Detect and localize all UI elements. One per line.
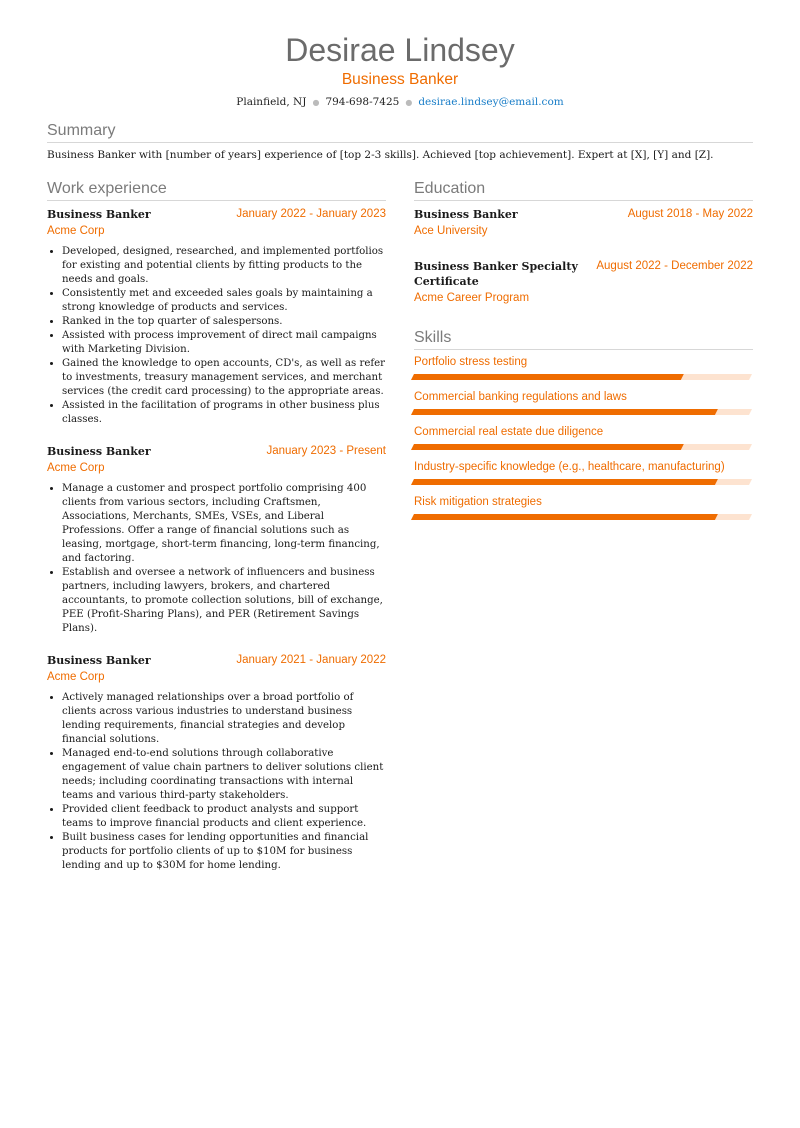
summary-title: Summary bbox=[47, 121, 753, 143]
separator-dot-icon: ● bbox=[405, 98, 413, 107]
job-bullet: • Managed end-to-end solutions through collaborative engagement of value chain partners to deliver solutions client needs; including coordinating transactions with internal teams and various third-party stakeholders. bbox=[62, 747, 386, 803]
job-dates: January 2022 - January 2023 bbox=[236, 208, 386, 220]
job-bullet: • Ranked in the top quarter of salespersons. bbox=[62, 315, 386, 329]
skill-bar-fill bbox=[411, 514, 718, 520]
summary-text: Business Banker with [number of years] experience of [top 2-3 skills]. Achieved [top achievement]. Expert at [X], [Y] and [Z]. bbox=[47, 149, 714, 161]
resume-header bbox=[0, 0, 800, 110]
skill-name: Industry-specific knowledge (e.g., healthcare, manufacturing) bbox=[414, 461, 725, 473]
job-bullets bbox=[47, 691, 386, 873]
summary-section bbox=[47, 121, 753, 162]
email-link[interactable]: desirae.lindsey@email.com bbox=[418, 96, 564, 108]
right-column bbox=[414, 179, 753, 520]
job-bullet: • Assisted in the facilitation of programs in other business plus classes. bbox=[62, 399, 386, 427]
degree-title: Business Banker bbox=[414, 208, 518, 221]
skill-level-bar bbox=[411, 479, 752, 485]
job-title: Business Banker bbox=[47, 654, 151, 667]
employer: Acme Corp bbox=[47, 671, 105, 683]
job-bullet: • Assisted with process improvement of direct mail campaigns with Marketing Division. bbox=[62, 329, 386, 357]
skill-level-bar bbox=[411, 409, 752, 415]
education-title: Education bbox=[414, 179, 753, 201]
work-experience-title: Work experience bbox=[47, 179, 386, 201]
work-entry bbox=[47, 653, 386, 873]
skill-bar-fill bbox=[411, 374, 684, 380]
skill-level-bar bbox=[411, 514, 752, 520]
skill-bar-fill bbox=[411, 444, 684, 450]
job-bullet: • Gained the knowledge to open accounts, CD's, as well as refer to investments, treasury management services, and merchant services (the credit card processing) to the appropriate areas. bbox=[62, 357, 386, 399]
location-text: Plainfield, NJ bbox=[236, 96, 307, 108]
candidate-name: Desirae Lindsey bbox=[285, 32, 515, 68]
employer: Acme Corp bbox=[47, 225, 105, 237]
job-bullet: • Provided client feedback to product analysts and support teams to improve financial products and client experience. bbox=[62, 803, 386, 831]
education-entry bbox=[414, 259, 753, 306]
education-entry bbox=[414, 207, 753, 239]
skill-bar-fill bbox=[411, 409, 718, 415]
skills-title: Skills bbox=[414, 328, 753, 350]
skill-bar-fill bbox=[411, 479, 718, 485]
job-title: Business Banker bbox=[47, 208, 151, 221]
skill-name: Risk mitigation strategies bbox=[414, 496, 542, 508]
job-bullets bbox=[47, 482, 386, 636]
job-bullet: • Establish and oversee a network of influencers and business partners, including lawyers, brokers, and chartered accountants, to promote collection solutions, bill of exchange, PEE (Profit-Sharing Plans), and PER (Retirement Savings Plans). bbox=[62, 566, 386, 636]
separator-dot-icon: ● bbox=[312, 98, 320, 107]
skill-item bbox=[414, 355, 753, 380]
job-bullet: • Built business cases for lending opportunities and financial products for portfolio clients of up to $10M for business lending and up to $30M for home lending. bbox=[62, 831, 386, 873]
work-entry bbox=[47, 207, 386, 427]
skill-name: Portfolio stress testing bbox=[414, 356, 528, 368]
employer: Acme Corp bbox=[47, 462, 105, 474]
institution: Ace University bbox=[414, 225, 488, 237]
job-dates: January 2021 - January 2022 bbox=[236, 654, 386, 666]
skill-item bbox=[414, 425, 753, 450]
skill-item bbox=[414, 390, 753, 415]
skill-item bbox=[414, 495, 753, 520]
education-dates: August 2018 - May 2022 bbox=[627, 208, 753, 220]
job-dates: January 2023 - Present bbox=[266, 445, 386, 457]
skill-name: Commercial real estate due diligence bbox=[414, 426, 604, 438]
phone-text: 794-698-7425 bbox=[325, 96, 400, 108]
work-entry bbox=[47, 444, 386, 636]
education-dates: August 2022 - December 2022 bbox=[596, 260, 753, 272]
institution: Acme Career Program bbox=[414, 292, 530, 304]
skill-level-bar bbox=[411, 374, 752, 380]
job-bullet: • Developed, designed, researched, and implemented portfolios for existing and potential clients by fitting products to the needs and goals. bbox=[62, 245, 386, 287]
degree-title: Business Banker Specialty Certificate bbox=[414, 260, 578, 288]
job-title: Business Banker bbox=[47, 445, 151, 458]
skill-item bbox=[414, 460, 753, 485]
candidate-role: Business Banker bbox=[341, 71, 459, 88]
work-experience-section bbox=[47, 179, 386, 873]
contact-line bbox=[0, 95, 800, 110]
job-bullet: • Actively managed relationships over a broad portfolio of clients across various industries to understand business lending requirements, financial strategies and develop financial solutions. bbox=[62, 691, 386, 747]
job-bullet: • Consistently met and exceeded sales goals by maintaining a strong knowledge of products and services. bbox=[62, 287, 386, 315]
job-bullet: • Manage a customer and prospect portfolio comprising 400 clients from various sectors, including Craftsmen, Associations, Merchants, SMEs, VSEs, and Liberal Professions. Offer a range of financial solutions such as leasing, mortgage, short-term financing, long-term financing, and factoring. bbox=[62, 482, 386, 566]
job-bullets bbox=[47, 245, 386, 427]
skill-level-bar bbox=[411, 444, 752, 450]
skill-name: Commercial banking regulations and laws bbox=[414, 391, 627, 403]
